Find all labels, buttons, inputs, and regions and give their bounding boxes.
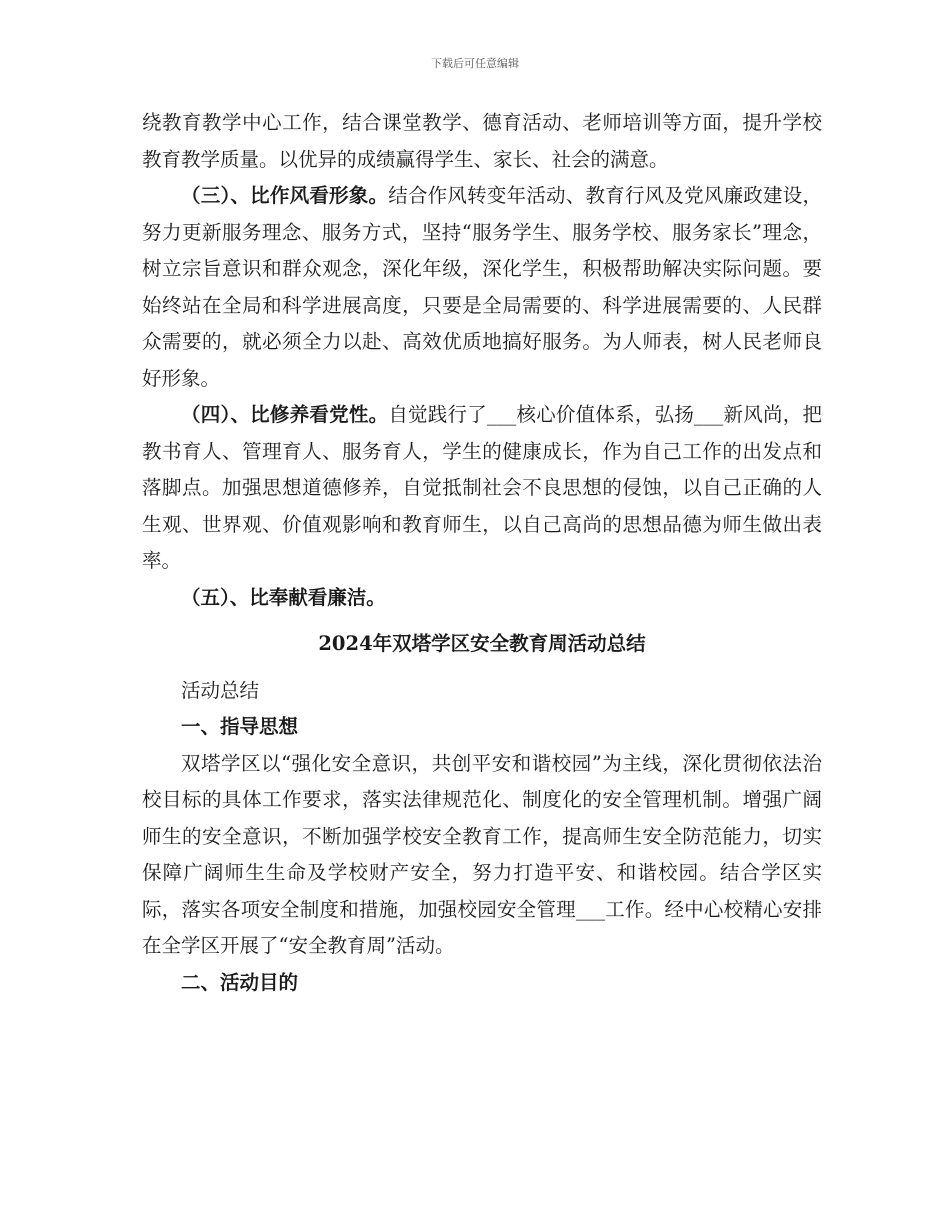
- section-heading-guiding-ideology: 一、指导思想: [181, 715, 299, 738]
- paragraph-cultivation: [142, 397, 822, 580]
- paragraph-conduct: [142, 178, 822, 397]
- paragraph-text: 结合作风转变年活动、教育行风及党风廉政建设，努力更新服务理念、服务方式，坚持“服务学生、服务学校、服务家长”理念，树立宗旨意识和群众观念，深化年级，深化学生，积极帮助解决实际问题。要始终站在全局和科学进展高度，只要是全局需要的、科学进展需要的、人民群众需要的，就必须全力以赴、高效优质地搞好服务。为人师表，树人民老师良好形象。: [142, 184, 822, 390]
- document-title: 2024年双塔学区安全教育周活动总结: [318, 632, 646, 655]
- document-subtitle: 活动总结: [181, 678, 260, 702]
- paragraph-dedication: [142, 580, 822, 617]
- section-heading-activity-purpose: 二、活动目的: [181, 970, 299, 994]
- paragraph-text: 自觉践行了___核心价值体系，弘扬___新风尚，把教书育人、管理育人、服务育人，学生的健康成长，作为自己工作的出发点和落脚点。加强思想道德修养，自觉抵制社会不良思想的侵蚀，以自己正确的人生观、世界观、价值观影响和教育师生，以自己高尚的思想品德为师生做出表率。: [142, 403, 822, 572]
- paragraph-lead: （三）、比作风看形象。: [181, 184, 389, 207]
- page-header: 下载后可任意编辑: [431, 57, 519, 70]
- paragraph-continued: 绕教育教学中心工作，结合课堂教学、德育活动、老师培训等方面，提升学校教育教学质量。以优异的成绩赢得学生、家长、社会的满意。: [142, 111, 822, 171]
- paragraph-lead: （五）、比奉献看廉洁。: [181, 585, 386, 609]
- section-text-guiding-ideology: 双塔学区以“强化安全意识，共创平安和谐校园”为主线，深化贯彻依法治校目标的具体工作要求，落实法律规范化、制度化的安全管理机制。增强广阔师生的安全意识，不断加强学校安全教育工作，提高师生安全防范能力，切实保障广阔师生生命及学校财产安全，努力打造平安、和谐校园。结合学区实际，落实各项安全制度和措施，加强校园安全管理___工作。经中心校精心安排在全学区开展了“安全教育周”活动。: [142, 751, 822, 957]
- paragraph-lead: （四）、比修养看党性。: [181, 403, 389, 426]
- document-body: [142, 105, 822, 1001]
